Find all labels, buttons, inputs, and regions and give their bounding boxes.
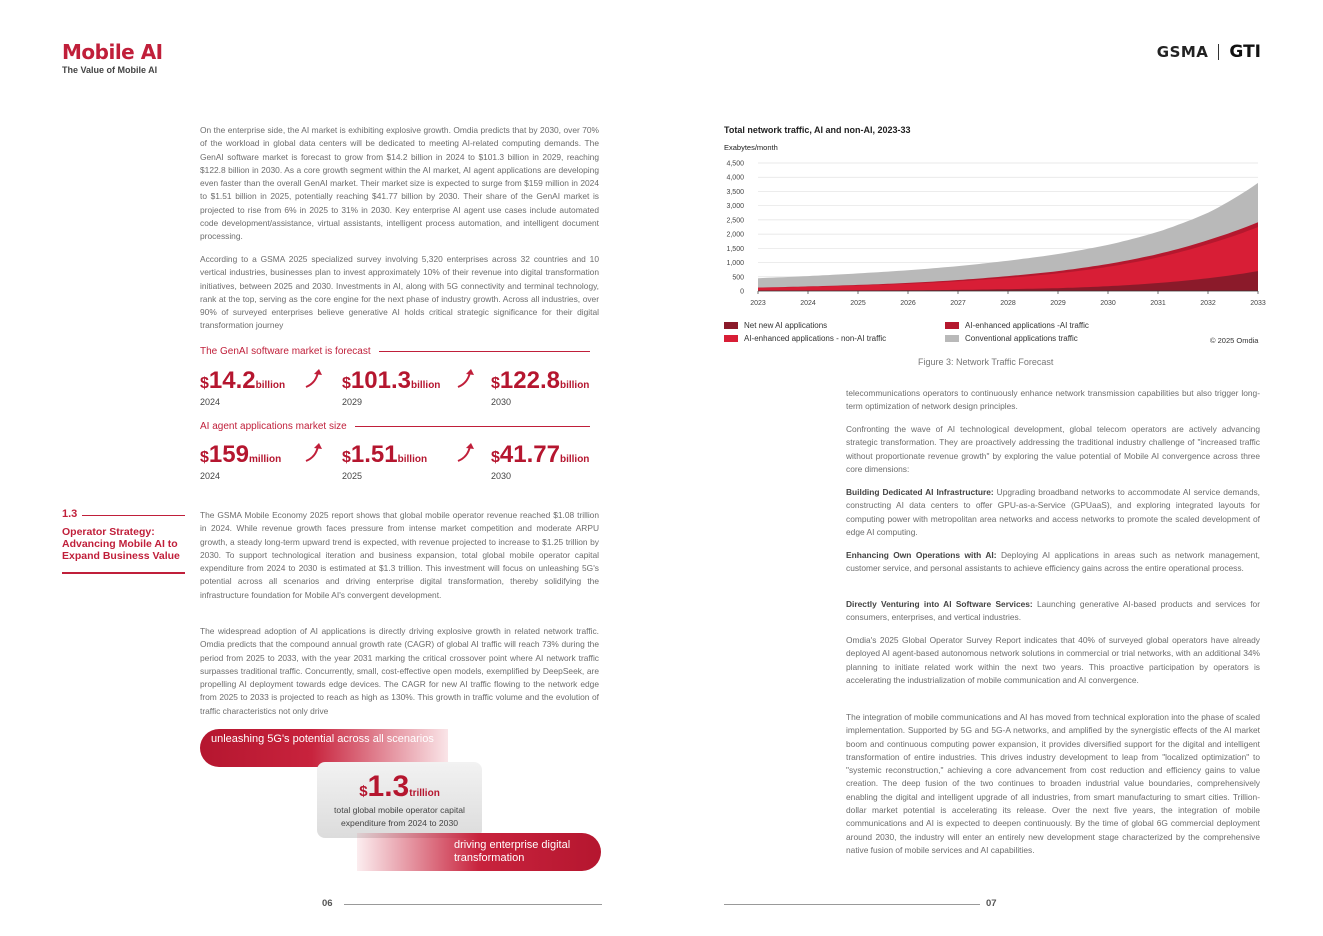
x-tick-label: 2026 — [900, 300, 916, 307]
y-tick-label: 2,500 — [726, 217, 744, 225]
page-number-left: 06 — [322, 898, 333, 909]
stat-value: 101.3 — [350, 367, 411, 394]
y-tick-label: 4,000 — [726, 174, 744, 182]
genai-stat — [342, 369, 440, 407]
stat-year: 2025 — [342, 471, 363, 481]
paragraph-strategic-transformation: Confronting the wave of AI technological development, global telecom operators are actively advancing strategic transformation. They are proactively addressing the traditional industry challenge of "increased traffic without proportionate revenue growth" by exploring the value potential of Mobile AI convergence across three core dimensions: — [846, 424, 1260, 474]
lead-in: Directly Venturing into AI Software Services: — [846, 599, 1033, 609]
legend-swatch — [724, 322, 738, 329]
currency: $ — [491, 449, 500, 466]
stat-year: 2030 — [491, 471, 512, 481]
growth-arrow-icon — [303, 367, 325, 389]
legend-item — [724, 334, 886, 343]
growth-arrow-icon — [455, 367, 477, 389]
legend-item — [945, 334, 1078, 343]
paragraph-own-operations — [846, 549, 1260, 576]
legend-label: AI-enhanced applications - non-AI traffic — [744, 334, 887, 343]
y-tick-label: 1,000 — [726, 260, 744, 268]
y-tick-label: 3,500 — [726, 188, 744, 196]
x-tick-label: 2027 — [950, 300, 966, 307]
legend-item — [724, 321, 827, 330]
agent-heading-text: AI agent applications market size — [200, 421, 347, 432]
genai-heading-text: The GenAI software market is forecast — [200, 346, 371, 357]
currency: $ — [491, 375, 500, 392]
agent-stat — [342, 443, 427, 481]
genai-stat — [491, 369, 589, 407]
paragraph-integration: The integration of mobile communications and AI has moved from technical exploration into the phase of scaled implementation. Supported by 5G and 5G-A networks, and amplified by the synergistic effects of the AI market boom and continuous computing power expansion, it provides diversified support for the digital and intelligent transformation of entire industries. This drives industry development to leap from "localized optimization" to "systemic reconstruction," achieving a core advancement from cost reduction and efficiency gains to value creation. The deep fusion of the two continues to broaden industrial value boundaries, comprehensively enabling the digital and intelligent upgrade of all industries, from smart manufacturing to smart cities. Trillion-dollar market potential is accelerating its release. Over the next five years, the integration of mobile communications and AI is expected to deepen continuously. By the time of global 6G commercial deployment around 2030, the industry will enter an entirely new development stage characterized by the comprehensive native fusion of mobile services and AI capabilities. — [846, 712, 1260, 855]
capex-unit: trillion — [409, 788, 440, 799]
figure-caption: Figure 3: Network Traffic Forecast — [918, 357, 1054, 367]
body: Launching generative AI-based products and services for consumers, enterprises, and vertical industries. — [846, 599, 1260, 623]
stat-value: 159 — [208, 441, 249, 468]
currency: $ — [342, 375, 351, 392]
section-number: 1.3 — [62, 508, 78, 520]
stat-value: 1.51 — [350, 441, 398, 468]
legend-label: Net new AI applications — [744, 321, 828, 330]
section-rule — [82, 515, 185, 516]
paragraph-gsma-survey: According to a GSMA 2025 specialized survey involving 5,320 enterprises across 32 countries and 10 vertical industries, businesses plan to invest approximately 10% of their revenue into digital transformation initiatives, between 2025 and 2030. Investments in AI, along with 5G connectivity and terminal technology, rank at the top, serving as the core engine for the next phase of industry growth. Across all industries, over 90% of surveyed enterprises believe generative AI holds critical strategic significance for their digital transformation journey — [200, 254, 599, 331]
stat-unit: billion — [559, 380, 590, 391]
stat-year: 2024 — [200, 397, 221, 407]
growth-arrow-icon — [303, 441, 325, 463]
partner-logos — [1157, 42, 1261, 62]
stat-unit: billion — [559, 454, 590, 465]
heading-rule — [379, 351, 590, 352]
x-tick-label: 2032 — [1200, 300, 1216, 307]
capex-card — [317, 762, 482, 838]
x-tick-label: 2023 — [750, 300, 766, 307]
traffic-chart — [724, 155, 1270, 310]
brand-subtitle: The Value of Mobile AI — [62, 65, 158, 75]
chart-credit: © 2025 Omdia — [1210, 336, 1259, 345]
body: Deploying AI applications in areas such as network management, customer service, and personal assistants to achieve efficiency gains across the entire operational process. — [846, 550, 1260, 574]
stat-value: 14.2 — [208, 367, 256, 394]
x-tick-label: 2025 — [850, 300, 866, 307]
paragraph-enterprise-ai: On the enterprise side, the AI market is exhibiting explosive growth. Omdia predicts that by 2030, over 70% of the workload in global data centers will be dedicated to meeting AI-related computing demands. The GenAI software market is forecast to grow from $14.2 billion in 2024 to $101.3 billion in 2029, reaching $122.8 billion in 2030. As a core growth segment within the AI market, AI agent applications are developing even faster than the overall GenAI market. Their market size is expected to surge from $159 million in 2024 to $1.51 billion in 2025, potentially reaching $41.77 billion by 2030. Their share of the GenAI market is projected to rise from 6% in 2025 to 31% in 2030. Key enterprise AI agent use cases include automated code development/assistance, virtual assistants, intelligent process automation, and intelligent document processing. — [200, 125, 599, 242]
agent-stat — [491, 443, 589, 481]
stat-unit: billion — [255, 380, 286, 391]
genai-stat — [200, 369, 285, 407]
x-tick-label: 2029 — [1050, 300, 1066, 307]
currency: $ — [200, 375, 209, 392]
legend-label: Conventional applications traffic — [965, 334, 1078, 343]
agent-heading — [200, 421, 590, 432]
stat-unit: million — [248, 454, 282, 465]
stat-unit: billion — [397, 454, 428, 465]
legend-item — [945, 321, 1089, 330]
paragraph-continuation: telecommunications operators to continuously enhance network transmission capabilities but also trigger long-term optimization of network design principles. — [846, 388, 1260, 412]
heading-rule — [355, 426, 590, 427]
legend-swatch — [945, 322, 959, 329]
capex-caption: total global mobile operator capital expenditure from 2024 to 2030 — [334, 805, 465, 828]
paragraph-ai-infrastructure — [846, 486, 1260, 539]
currency: $ — [342, 449, 351, 466]
gti-logo: GTI — [1229, 42, 1261, 62]
x-tick-label: 2030 — [1100, 300, 1116, 307]
logo-separator — [1218, 44, 1219, 60]
x-tick-label: 2031 — [1150, 300, 1166, 307]
legend-label: AI-enhanced applications -AI traffic — [965, 321, 1089, 330]
currency: $ — [359, 783, 368, 800]
footer-rule — [724, 904, 980, 905]
agent-stats-row — [200, 443, 600, 483]
page-number-right: 07 — [986, 898, 997, 909]
chart-title: Total network traffic, AI and non-AI, 2023-33 — [724, 125, 911, 135]
capex-value: 1.3 — [367, 770, 410, 803]
y-tick-label: 1,500 — [726, 245, 744, 253]
stat-value: 122.8 — [499, 367, 560, 394]
legend-swatch — [724, 335, 738, 342]
stat-year: 2024 — [200, 471, 221, 481]
stat-year: 2030 — [491, 397, 512, 407]
x-tick-label: 2024 — [800, 300, 816, 307]
y-tick-label: 2,000 — [726, 231, 744, 239]
pill-enterprise-transformation: driving enterprise digital transformation — [357, 833, 601, 871]
body: Upgrading broadband networks to accommodate AI service demands, constructing AI data centers to offer GPU-as-a-Service (GPUaaS), and exploring integrated layouts for computing power with metropolitan area networks and access networks to promote the scaled development of edge AI computing. — [846, 487, 1260, 537]
paragraph-software-services — [846, 598, 1260, 625]
x-tick-label: 2028 — [1000, 300, 1016, 307]
growth-arrow-icon — [455, 441, 477, 463]
paragraph-mobile-economy: The GSMA Mobile Economy 2025 report shows that global mobile operator revenue reached $1.08 trillion in 2024. While revenue growth faces pressure from intense market competition and moderate ARPU growth, a steady long-term upward trend is expected, with revenue projected to increase to $1.25 trillion by 2030. To support technological iteration and business expansion, total global mobile operator capital expenditure from 2024 to 2030 is estimated at $1.3 trillion. This investment will focus on unleashing 5G's potential across all scenarios and driving enterprise digital transformation, thereby solidifying the infrastructure foundation for Mobile AI's convergent development. — [200, 510, 599, 600]
stat-year: 2029 — [342, 397, 363, 407]
y-tick-label: 500 — [732, 274, 744, 282]
y-tick-label: 4,500 — [726, 160, 744, 168]
section-rule — [62, 572, 185, 574]
paragraph-operator-survey: Omdia's 2025 Global Operator Survey Report indicates that 40% of surveyed global operators have already deployed AI agent-based autonomous network solutions in commercial or trial networks, with an additional 34% planning to initiate related work within the next two years. This proactive participation by operators is accelerating the industrialization of mobile communication and AI convergence. — [846, 635, 1260, 685]
chart-areas — [758, 183, 1258, 291]
stat-unit: billion — [410, 380, 441, 391]
x-tick-label: 2033 — [1250, 300, 1266, 307]
paragraph-ai-traffic: The widespread adoption of AI applications is directly driving explosive growth in related network traffic. Omdia predicts that the compound annual growth rate (CAGR) of global AI traffic will reach 73% during the period from 2025 to 2033, with the year 2031 marking the critical crossover point where AI network traffic surpasses traditional traffic. Concurrently, small, cost-effective open models, exemplified by DeepSeek, are propelling AI deployment towards edge devices. The CAGR for new AI traffic flowing to the network edge from 2025 to 2033 is projected to reach as high as 130%. This growth in traffic volume and the evolution of traffic characteristics not only drive — [200, 626, 599, 716]
lead-in: Enhancing Own Operations with AI: — [846, 550, 997, 560]
genai-heading — [200, 346, 590, 357]
gsma-logo: GSMA — [1156, 43, 1209, 61]
currency: $ — [200, 449, 209, 466]
section-title: Operator Strategy: Advancing Mobile AI to Expand Business Value — [62, 526, 180, 562]
brand-title: Mobile AI — [62, 40, 163, 64]
legend-swatch — [945, 335, 959, 342]
lead-in: Building Dedicated AI Infrastructure: — [846, 487, 994, 497]
chart-ylabel: Exabytes/month — [724, 143, 778, 152]
y-tick-label: 3,000 — [726, 203, 744, 211]
y-tick-label: 0 — [740, 288, 744, 296]
footer-rule — [344, 904, 602, 905]
genai-stats-row — [200, 369, 600, 409]
stat-value: 41.77 — [499, 441, 560, 468]
agent-stat — [200, 443, 281, 481]
pill-5g-potential: unleashing 5G's potential across all scenarios — [200, 729, 448, 767]
